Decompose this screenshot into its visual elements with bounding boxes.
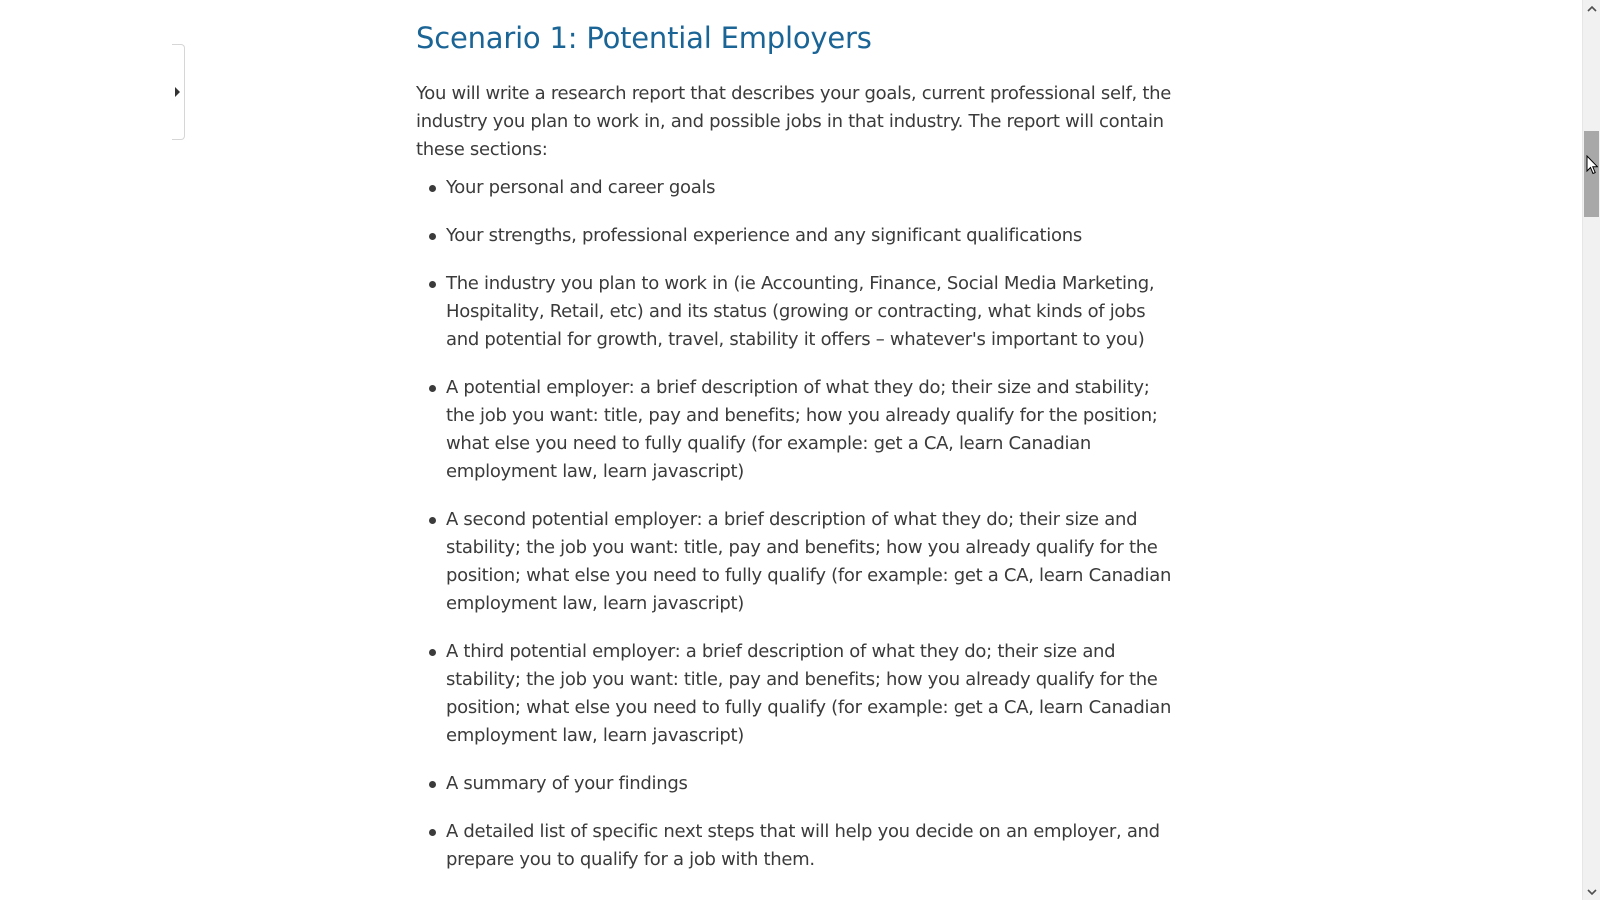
list-item-text: A second potential employer: a brief description of what they do; their size and stability; the job you want: title, pay and benefits; how you already qualify for the position; what else you need to fully qualify (for example: get a CA, learn Canadian employment law, learn javascript)	[446, 509, 1172, 614]
list-item	[446, 222, 1176, 250]
bullet-icon	[429, 649, 436, 656]
list-item-text: A detailed list of specific next steps that will help you decide on an employer, and prepare you to qualify for a job with them.	[446, 821, 1160, 870]
bullet-icon	[429, 233, 436, 240]
scroll-thumb[interactable]	[1584, 131, 1599, 217]
list-item-text: A potential employer: a brief description of what they do; their size and stability; the job you want: title, pay and benefits; how you already qualify for the position; what else you need to fully qualify (for example: get a CA, learn Canadian employment law, learn javascript)	[446, 377, 1158, 482]
list-item-text: A summary of your findings	[446, 773, 688, 794]
list-item-text: The industry you plan to work in (ie Accounting, Finance, Social Media Marketing, Hospitality, Retail, etc) and its status (growing or contracting, what kinds of jobs and potential for growth, travel, stability it offers – whatever's important to you)	[446, 273, 1155, 350]
list-item	[446, 174, 1176, 202]
bullet-icon	[429, 185, 436, 192]
list-item	[446, 638, 1176, 750]
scroll-down-button[interactable]	[1583, 884, 1600, 900]
list-item-text: Your strengths, professional experience and any significant qualifications	[446, 225, 1082, 246]
bullet-icon	[429, 829, 436, 836]
bullet-icon	[429, 385, 436, 392]
bullet-icon	[429, 281, 436, 288]
list-item	[446, 270, 1176, 354]
list-item	[446, 506, 1176, 618]
chevron-down-icon	[1587, 889, 1597, 896]
scroll-up-button[interactable]	[1583, 0, 1600, 16]
sidebar-toggle-button[interactable]	[172, 44, 185, 140]
bullet-icon	[429, 517, 436, 524]
list-item	[446, 374, 1176, 486]
list-item-text: Your personal and career goals	[446, 177, 716, 198]
intro-paragraph: You will write a research report that describes your goals, current professional self, the industry you plan to work in, and possible jobs in that industry. The report will contain these sections:	[416, 83, 1171, 160]
report-sections-list	[416, 174, 1176, 874]
list-item-text: A third potential employer: a brief description of what they do; their size and stability; the job you want: title, pay and benefits; how you already qualify for the position; what else you need to fully qualify (for example: get a CA, learn Canadian employment law, learn javascript)	[446, 641, 1172, 746]
list-item	[446, 818, 1176, 874]
main-content	[416, 0, 1176, 894]
caret-right-icon	[175, 87, 180, 97]
list-item	[446, 770, 1176, 798]
chevron-up-icon	[1587, 5, 1597, 12]
page-title: Scenario 1: Potential Employers	[416, 21, 872, 55]
bullet-icon	[429, 781, 436, 788]
vertical-scrollbar[interactable]	[1582, 0, 1600, 900]
